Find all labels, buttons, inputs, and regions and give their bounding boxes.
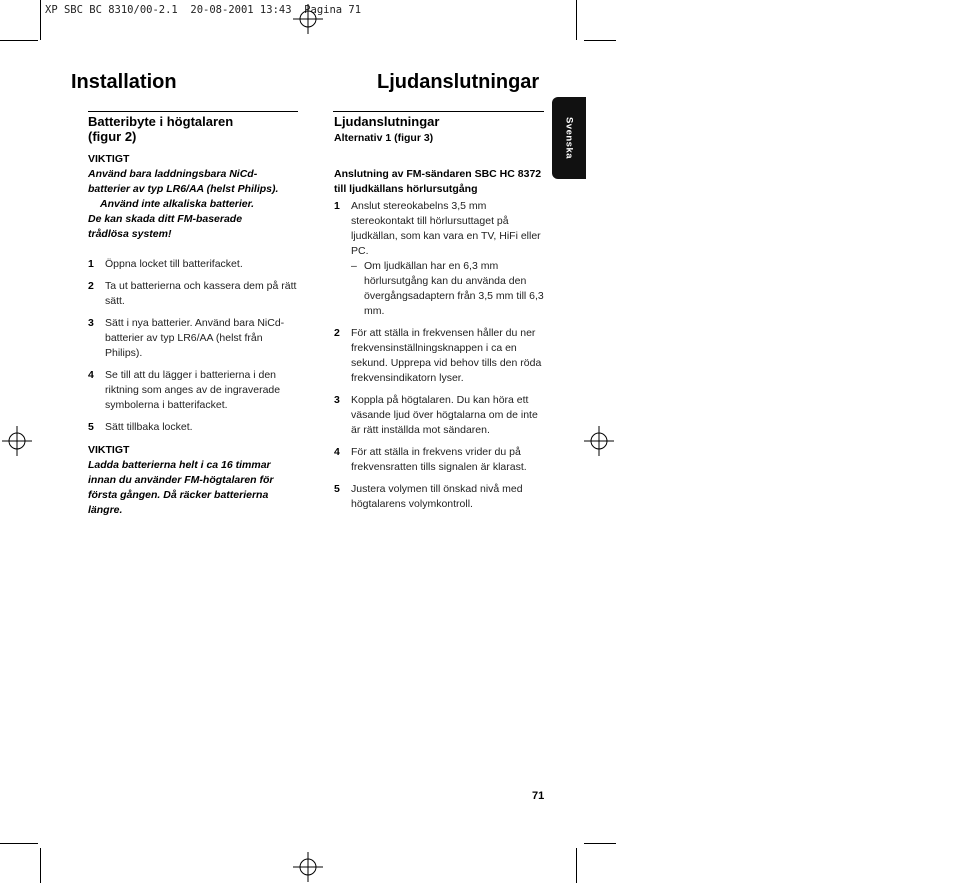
warning-line: Använd bara laddningsbara NiCd- <box>88 168 258 180</box>
right-column <box>334 114 546 512</box>
sub-item-text: Om ljudkällan har en 6,3 mm hörlursutgång kan du använda den övergångsadaptern från 3,5 mm till 6,3 mm. <box>364 260 544 317</box>
step-text: För att ställa in frekvensen håller du ner frekvensinställningsknappen i ca en sekund. Upprepa vid behov tills den röda frekvensindikatorn lyser. <box>351 327 542 384</box>
warning-text: Ladda batterierna helt i ca 16 timmar innan du använder FM-högtalaren för första gången. Då räcker batterierna längre. <box>88 459 274 516</box>
list-item <box>88 279 300 309</box>
step-text: Ta ut batterierna och kassera dem på rätt sätt. <box>105 280 297 307</box>
list-item <box>334 326 546 386</box>
registration-mark-top-icon <box>293 4 323 34</box>
step-number: 5 <box>88 421 94 433</box>
registration-mark-right-icon <box>584 426 614 456</box>
page-title-left: Installation <box>71 71 177 93</box>
registration-mark-bottom-icon <box>293 852 323 882</box>
list-item <box>88 316 300 361</box>
page-title-right: Ljudanslutningar <box>377 71 540 93</box>
list-item <box>334 445 546 475</box>
warning-line: batterier av typ LR6/AA (helst Philips). <box>88 183 279 195</box>
warning-line: Använd inte alkaliska batterier. <box>100 198 255 210</box>
list-item <box>334 393 546 438</box>
step-text-main: Anslut stereokabelns 3,5 mm stereokontakt till hörlursuttaget på ljudkällan, som kan vara en TV, HiFi eller PC. <box>351 200 541 257</box>
warning-line: trådlösa system! <box>88 228 172 240</box>
section-title-fm-transmitter: Anslutning av FM-sändaren SBC HC 8372 till ljudkällans hörlursutgång <box>334 168 542 195</box>
step-text: Justera volymen till önskad nivå med högtalarens volymkontroll. <box>351 483 523 510</box>
warning-text <box>88 167 300 242</box>
step-number: 2 <box>334 327 340 339</box>
section-heading-battery: Batteribyte i högtalaren (figur 2) <box>88 114 234 144</box>
language-tab <box>552 97 586 179</box>
registration-mark-left-icon <box>2 426 32 456</box>
step-number: 3 <box>334 394 340 406</box>
step-number: 2 <box>88 280 94 292</box>
section-subheading: Alternativ 1 (figur 3) <box>334 132 434 144</box>
warning-line: De kan skada ditt FM-baserade <box>88 213 243 225</box>
step-text: För att ställa in frekvens vrider du på frekvensratten tills signalen är klarast. <box>351 446 527 473</box>
left-column <box>88 114 300 518</box>
step-text <box>351 199 546 319</box>
section-heading-connections: Ljudanslutningar <box>334 114 440 129</box>
right-column-rule <box>333 111 544 112</box>
warning-label: VIKTIGT <box>88 153 130 165</box>
step-text: Koppla på högtalaren. Du kan höra ett väsande ljud över högtalarna om de inte är rätt inställda mot sändaren. <box>351 394 538 436</box>
left-column-rule <box>88 111 298 112</box>
page-number: 71 <box>532 790 545 802</box>
step-text: Sätt i nya batterier. Använd bara NiCd-batterier av typ LR6/AA (helst från Philips). <box>105 317 285 359</box>
list-item <box>334 199 546 319</box>
sub-item <box>351 259 546 319</box>
dash-icon: – <box>351 260 357 272</box>
warning-label: VIKTIGT <box>88 444 130 456</box>
step-number: 5 <box>334 483 340 495</box>
step-number: 1 <box>88 258 94 270</box>
step-number: 4 <box>334 446 340 458</box>
list-item <box>88 420 300 435</box>
list-item <box>88 368 300 413</box>
language-tab-label: Svenska <box>563 116 575 160</box>
step-number: 4 <box>88 369 94 381</box>
list-item <box>334 482 546 512</box>
print-header: XP SBC BC 8310/00-2.1 20-08-2001 13:43 Pagina 71 <box>45 4 362 16</box>
list-item <box>88 257 300 272</box>
step-number: 1 <box>334 200 340 212</box>
step-text: Öppna locket till batterifacket. <box>105 258 243 270</box>
step-number: 3 <box>88 317 94 329</box>
step-text: Sätt tillbaka locket. <box>105 421 193 433</box>
step-text: Se till att du lägger i batterierna i den riktning som anges av de ingraverade symbolerna i batterifacket. <box>105 369 281 411</box>
